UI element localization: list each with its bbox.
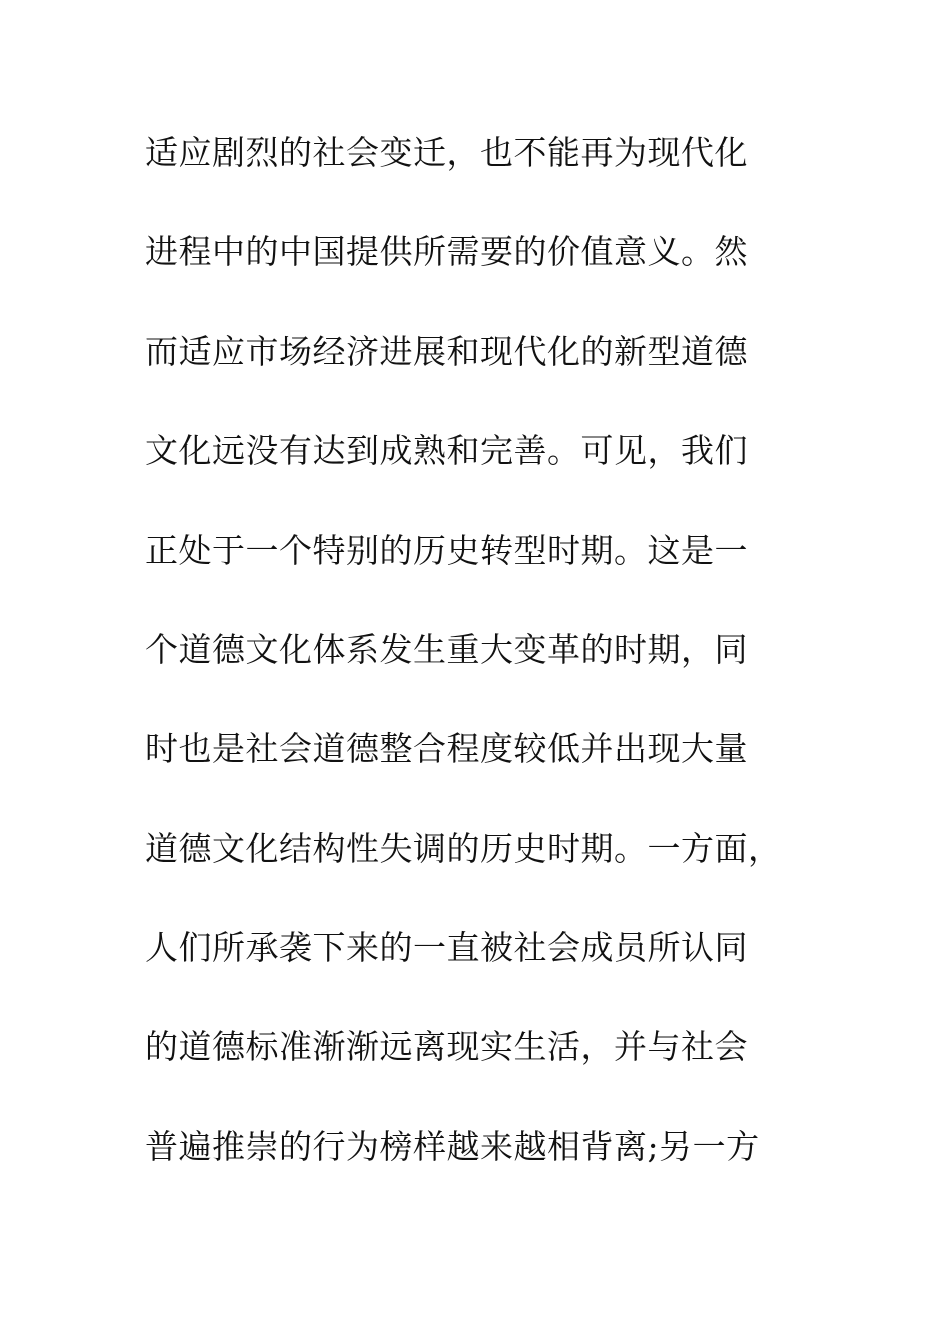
paragraph-line: 的道德标准渐渐远离现实生活，并与社会 [145, 1027, 748, 1066]
paragraph-line: 进程中的中国提供所需要的价值意义。然 [145, 232, 748, 271]
paragraph-line: 普遍推崇的行为榜样越来越相背离;另一方 [145, 1127, 760, 1166]
paragraph-line: 适应剧烈的社会变迁，也不能再为现代化 [145, 133, 748, 172]
paragraph-line: 而适应市场经济进展和现代化的新型道德 [145, 332, 748, 371]
paragraph-line: 正处于一个特别的历史转型时期。这是一 [145, 531, 748, 570]
paragraph-line: 道德文化结构性失调的历史时期。一方面， [145, 829, 782, 868]
paragraph-line: 个道德文化体系发生重大变革的时期，同 [145, 630, 748, 669]
paragraph-line: 文化远没有达到成熟和完善。可见，我们 [145, 431, 748, 470]
paragraph-line: 人们所承袭下来的一直被社会成员所认同 [145, 928, 748, 967]
paragraph-line: 时也是社会道德整合程度较低并出现大量 [145, 729, 748, 768]
